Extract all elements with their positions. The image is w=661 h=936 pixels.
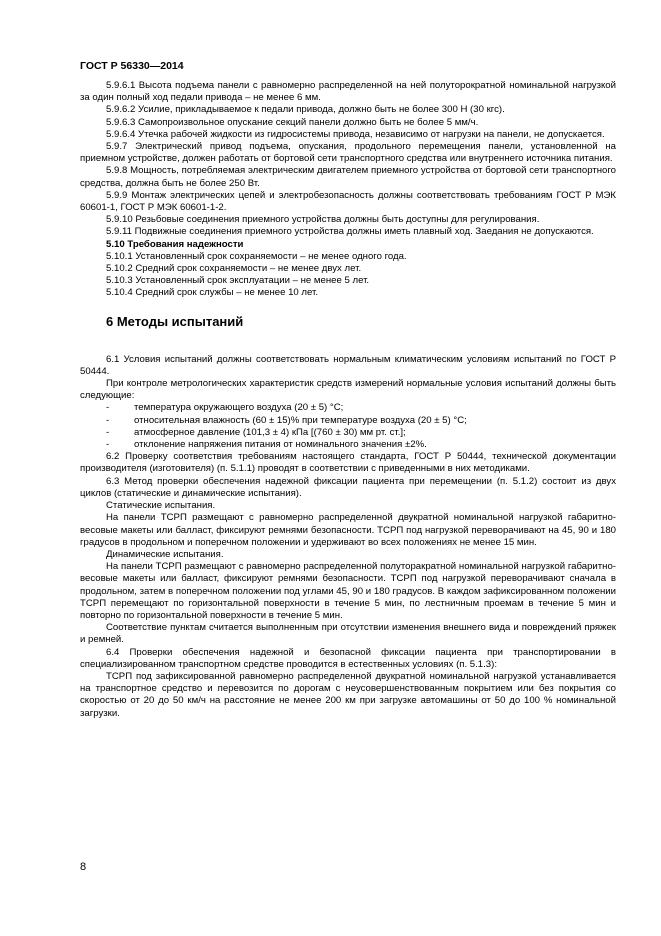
paragraph-5-9-6-2: 5.9.6.2 Усилие, прикладываемое к педали привода, должно быть не более 300 Н (30 кгс). <box>106 104 505 116</box>
paragraph-5-9-10: 5.9.10 Резьбовые соединения приемного устройства должны быть доступны для регулирования. <box>106 214 540 226</box>
section-heading-6: 6 Методы испытаний <box>106 313 244 329</box>
paragraph-5-9-11: 5.9.11 Подвижные соединения приемного устройства должны иметь плавный ход. Заедания не допускаются. <box>106 226 594 238</box>
document-body <box>80 80 616 720</box>
list-item <box>80 415 616 427</box>
list-dash: - <box>106 426 110 438</box>
list-item <box>80 439 616 451</box>
paragraph-6-3: 6.3 Метод проверки обеспечения надежной фиксации пациента при перемещении (п. 5.1.2) состоит из двух циклов (статические и динамические испытания). <box>80 475 616 499</box>
list-item-text: относительная влажность (60 ± 15)% при температуре воздуха (20 ± 5) °С; <box>134 414 467 426</box>
list-item <box>80 402 616 414</box>
document-header: ГОСТ Р 56330—2014 <box>80 60 184 72</box>
paragraph-5-10-2: 5.10.2 Средний срок сохраняемости – не менее двух лет. <box>106 263 362 275</box>
paragraph-5-9-6-3: 5.9.6.3 Самопроизвольное опускание секций панели должно быть не более 5 мм/ч. <box>106 116 479 128</box>
paragraph-5-9-7: 5.9.7 Электрический привод подъема, опускания, продольного перемещения панели, установленной на приемном устройстве, должен работать от бортовой сети транспортного средства или внутреннего источника питания. <box>80 141 616 165</box>
paragraph-5-10-1: 5.10.1 Установленный срок сохраняемости – не менее одного года. <box>106 250 407 262</box>
list-dash: - <box>106 402 110 414</box>
subsection-heading-5-10: 5.10 Требования надежности <box>106 238 244 250</box>
list-item-text: температура окружающего воздуха (20 ± 5) °С; <box>134 402 344 414</box>
paragraph-5-9-6-1: 5.9.6.1 Высота подъема панели с равномерно распределенной на ней полуторократной номинальной нагрузкой за один полный ход педали привода – не менее 6 мм. <box>80 80 616 104</box>
paragraph-5-10-3: 5.10.3 Установленный срок эксплуатации – не менее 5 лет. <box>106 275 370 287</box>
paragraph-5-9-9: 5.9.9 Монтаж электрических цепей и электробезопасность должны соответствовать требованиям ГОСТ Р МЭК 60601-1, ГОСТ Р МЭК 60601-1-2. <box>80 189 616 214</box>
paragraph-6-1: 6.1 Условия испытаний должны соответствовать нормальным климатическим условиям испытаний по ГОСТ Р 50444. <box>80 353 616 377</box>
paragraph-compliance: Соответствие пунктам считается выполненным при отсутствии изменения внешнего вида и повреждений пряжек и ремней. <box>80 622 616 646</box>
list-item-text: отклонение напряжения питания от номинального значения ±2%. <box>134 439 427 451</box>
paragraph-dynamic-tests-title: Динамические испытания. <box>106 548 224 560</box>
paragraph-5-9-6-4: 5.9.6.4 Утечка рабочей жидкости из гидросистемы привода, независимо от нагрузки на панели, не допускается. <box>106 128 605 140</box>
paragraph-static-tests-title: Статические испытания. <box>106 500 216 512</box>
paragraph-dynamic-tests: На панели ТСРП размещают с равномерно распределенной полуторакратной номинальной нагрузкой габаритно-весовые макеты или балласт, фиксируют ремнями безопасности. ТСРП под нагрузкой переворачивают сначала в продольном, затем в поперечном положении под углами 45, 90 и 180 градусов. В каждом зафиксированном положении ТСРП перемещают по горизонтальной поверхности в течение 5 мин, по лестничным проемам в течение 5 мин и повторно по горизонтальной поверхности в течение 5 мин. <box>80 561 616 621</box>
list-item <box>80 427 616 439</box>
list-dash: - <box>106 414 110 426</box>
paragraph-6-2: 6.2 Проверку соответствия требованиям настоящего стандарта, ГОСТ Р 50444, технической документации производителя (изготовителя) (п. 5.1.1) проводят в соответствии с приведенными в них методиками. <box>80 451 616 475</box>
paragraph-5-10-4: 5.10.4 Средний срок службы – не менее 10 лет. <box>106 287 319 299</box>
page-number: 8 <box>80 861 87 873</box>
paragraph-transport-test: ТСРП под зафиксированной равномерно распределенной двукратной номинальной нагрузкой устанавливается на транспортное средство и перевозится по дорогам с неусовершенствованным покрытием или без покрытия со скоростью от 20 до 50 км/ч на расстояние не менее 200 км при загрузке автомашины от 50 до 100 % номинальной загрузки. <box>80 670 616 719</box>
list-item-text: атмосферное давление (101,3 ± 4) кПа [(760 ± 30) мм рт. ст.]; <box>134 426 406 438</box>
paragraph-5-9-8: 5.9.8 Мощность, потребляемая электрическим двигателем приемного устройства от бортовой сети транспортного средства, должна быть не более 250 Вт. <box>80 165 616 189</box>
paragraph-static-tests: На панели ТСРП размещают с равномерно распределенной двукратной номинальной нагрузкой габаритно-весовые макеты или балласт, фиксируют ремнями безопасности. ТСРП под нагрузкой переворачивают на 45, 90 и 180 градусов в продольном и поперечном положении и удерживают во всех положениях не менее 15 мин. <box>80 512 616 548</box>
paragraph-6-4: 6.4 Проверки обеспечения надежной и безопасной фиксации пациента при транспортировании в специализированном транспортном средстве проводится в естественных условиях (п. 5.1.3): <box>80 646 616 670</box>
paragraph-conditions-intro: При контроле метрологических характеристик средств измерений нормальные условия испытаний должны быть следующие: <box>80 378 616 402</box>
list-dash: - <box>106 439 110 451</box>
